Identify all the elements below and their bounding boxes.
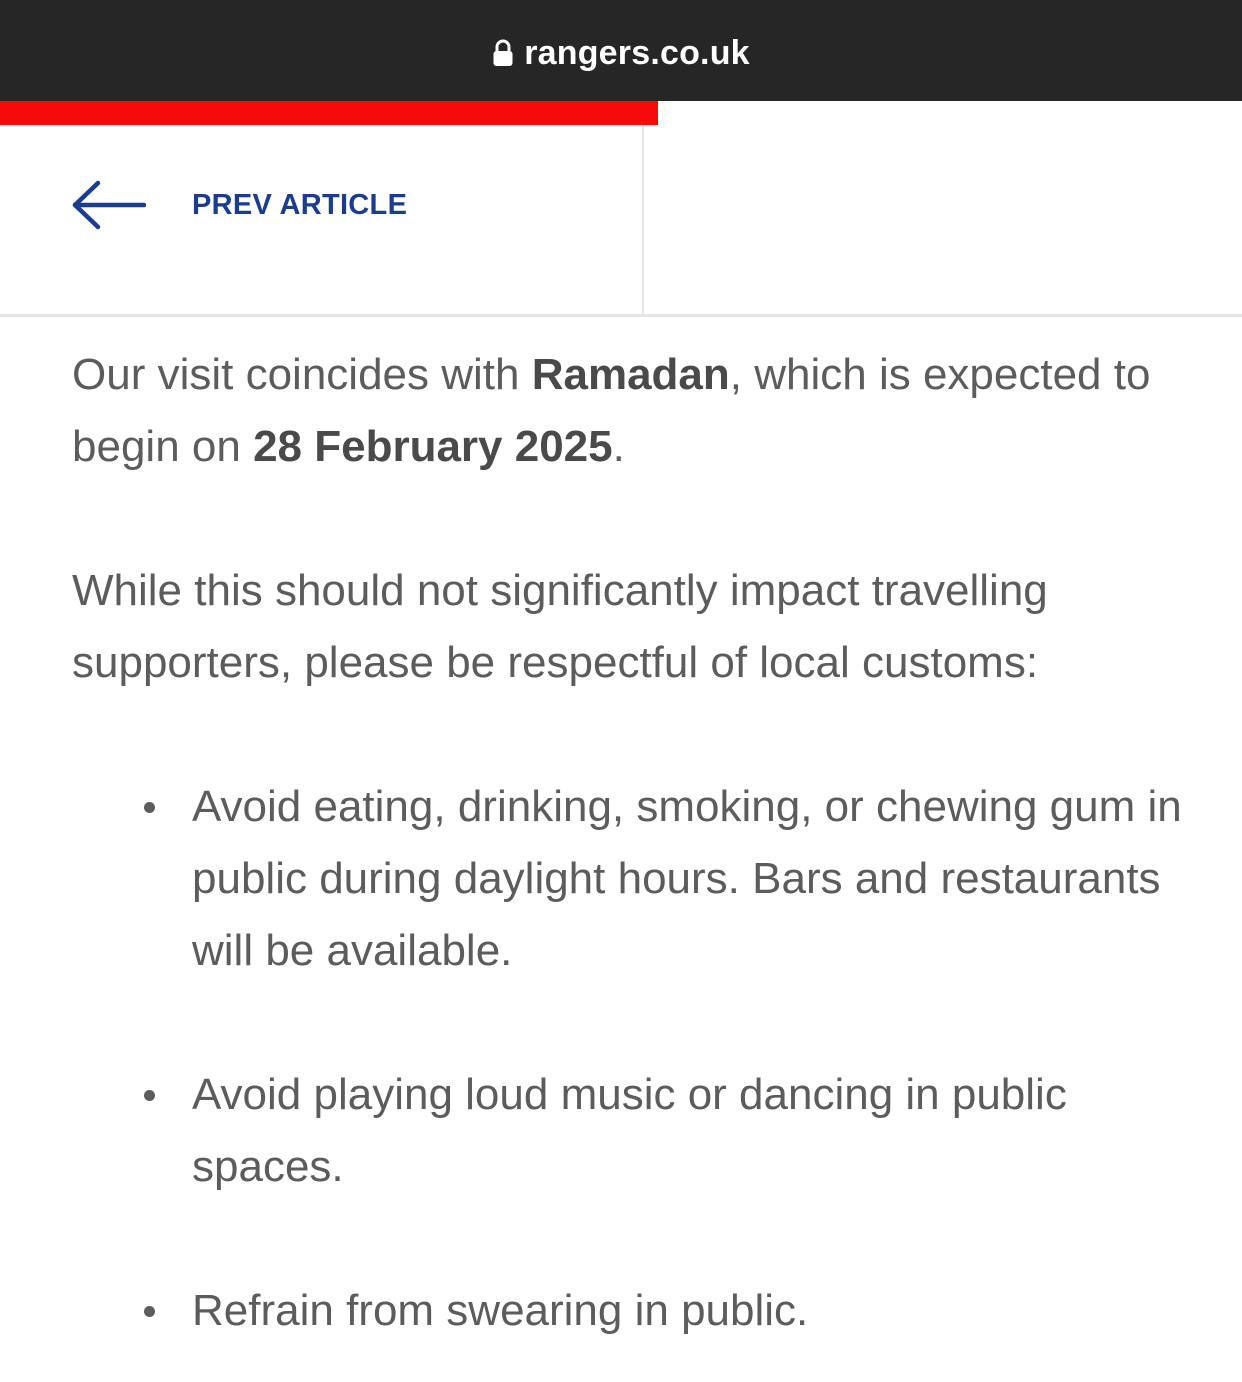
- url-text: rangers.co.uk: [524, 33, 750, 72]
- ramadan-paragraph: [72, 339, 1212, 483]
- url-display[interactable]: [0, 32, 1242, 74]
- list-item-text: Avoid playing loud music or dancing in public spaces.: [192, 1070, 1067, 1191]
- bullet-icon: [144, 802, 155, 813]
- browser-url-bar[interactable]: [0, 0, 1242, 101]
- customs-paragraph: While this should not significantly impact travelling supporters, please be respectful of local customs:: [72, 566, 1048, 687]
- paragraph-text: Our visit coincides with: [72, 350, 532, 399]
- list-item-text: Avoid eating, drinking, smoking, or chewing gum in public during daylight hours. Bars and restaurants will be available.: [192, 782, 1182, 975]
- list-item: [72, 1059, 1212, 1203]
- list-item: [72, 771, 1212, 987]
- prev-article-link[interactable]: [70, 180, 407, 230]
- article-nav: [0, 125, 1242, 317]
- article-body: [72, 339, 1212, 1347]
- paragraph-text: , which is expected to begin on: [72, 350, 1151, 471]
- arrow-left-icon: [70, 180, 146, 230]
- list-item: [72, 1275, 1212, 1347]
- list-item-text: Refrain from swearing in public.: [192, 1286, 809, 1335]
- prev-article-label: PREV ARTICLE: [192, 188, 408, 221]
- reading-progress-bar: [0, 101, 658, 125]
- customs-list: [72, 771, 1212, 1347]
- bullet-icon: [144, 1306, 155, 1317]
- paragraph-text: .: [612, 422, 625, 471]
- date-emphasis: 28 February 2025: [253, 422, 613, 471]
- bullet-icon: [144, 1090, 155, 1101]
- nav-divider: [642, 125, 644, 314]
- lock-icon: [492, 39, 514, 67]
- ramadan-emphasis: Ramadan: [531, 350, 730, 399]
